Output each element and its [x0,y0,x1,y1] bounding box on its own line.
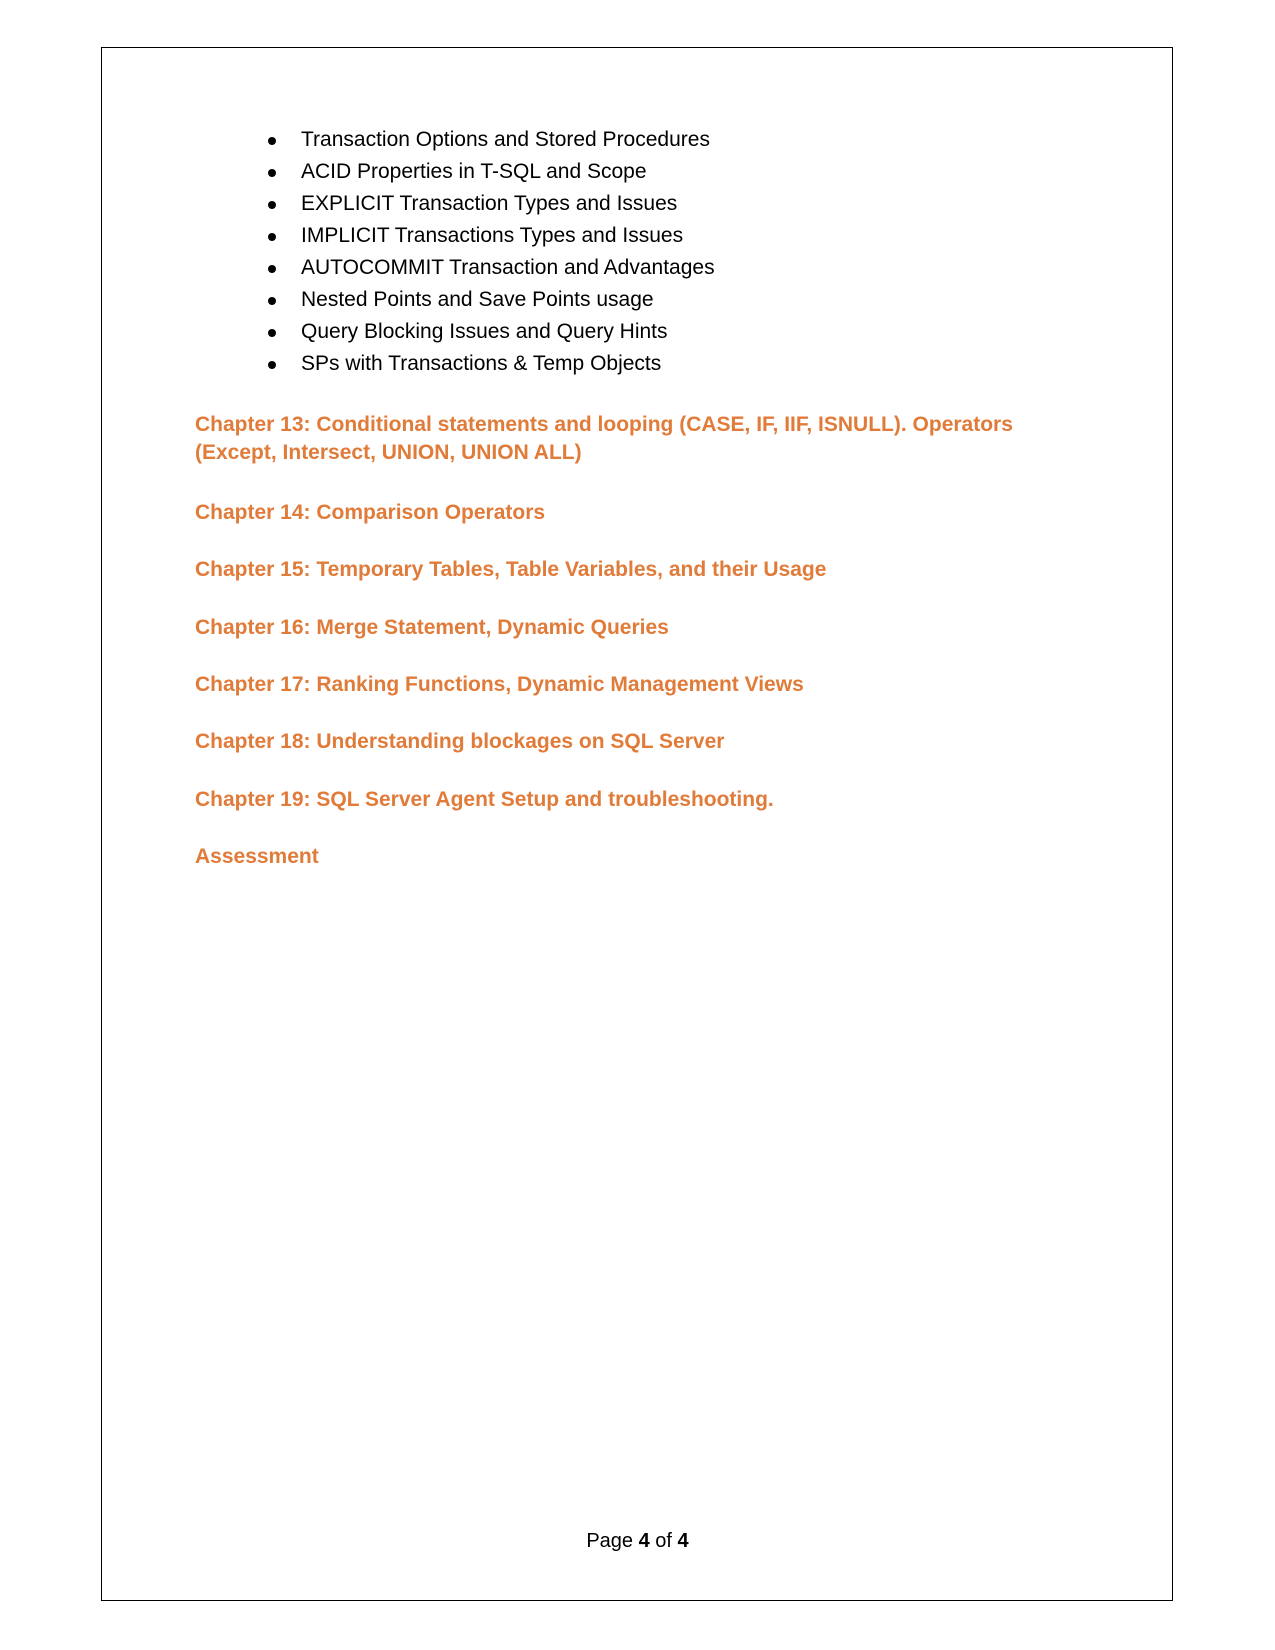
bullet-icon [268,137,276,145]
bullet-text: SPs with Transactions & Temp Objects [301,352,662,375]
bullet-icon [268,169,276,177]
bullet-text: ACID Properties in T-SQL and Scope [301,160,647,183]
list-item [266,156,715,188]
chapter-15-heading: Chapter 15: Temporary Tables, Table Variables, and their Usage [195,558,827,581]
chapter-18-heading: Chapter 18: Understanding blockages on SQL Server [195,730,725,753]
list-item [266,316,715,348]
bullet-text: Query Blocking Issues and Query Hints [301,320,668,343]
bullet-icon [268,265,276,273]
chapter-17-heading: Chapter 17: Ranking Functions, Dynamic Management Views [195,673,804,696]
chapter-14-heading: Chapter 14: Comparison Operators [195,501,546,524]
bullet-icon [268,361,276,369]
list-item [266,252,715,284]
topic-bullet-list [266,124,715,380]
list-item [266,124,715,156]
bullet-text: Transaction Options and Stored Procedures [301,128,710,151]
page-number-footer [0,1527,1275,1555]
current-page-number: 4 [638,1530,650,1552]
list-item [266,284,715,316]
bullet-icon [268,329,276,337]
assessment-heading: Assessment [195,845,319,868]
bullet-text: EXPLICIT Transaction Types and Issues [301,192,678,215]
chapter-16-heading: Chapter 16: Merge Statement, Dynamic Queries [195,616,669,639]
list-item [266,220,715,252]
list-item [266,348,715,380]
of-word: of [655,1530,672,1552]
chapter-19-heading: Chapter 19: SQL Server Agent Setup and troubleshooting. [195,788,774,811]
bullet-text: Nested Points and Save Points usage [301,288,654,311]
bullet-text: IMPLICIT Transactions Types and Issues [301,224,684,247]
bullet-icon [268,297,276,305]
chapter-13-heading: Chapter 13: Conditional statements and looping (CASE, IF, IIF, ISNULL). Operators (Except, Intersect, UNION, UNION ALL) [195,413,1013,464]
bullet-icon [268,233,276,241]
page-word: Page [586,1530,634,1552]
list-item [266,188,715,220]
total-pages-number: 4 [677,1530,689,1552]
bullet-text: AUTOCOMMIT Transaction and Advantages [301,256,715,279]
bullet-icon [268,201,276,209]
